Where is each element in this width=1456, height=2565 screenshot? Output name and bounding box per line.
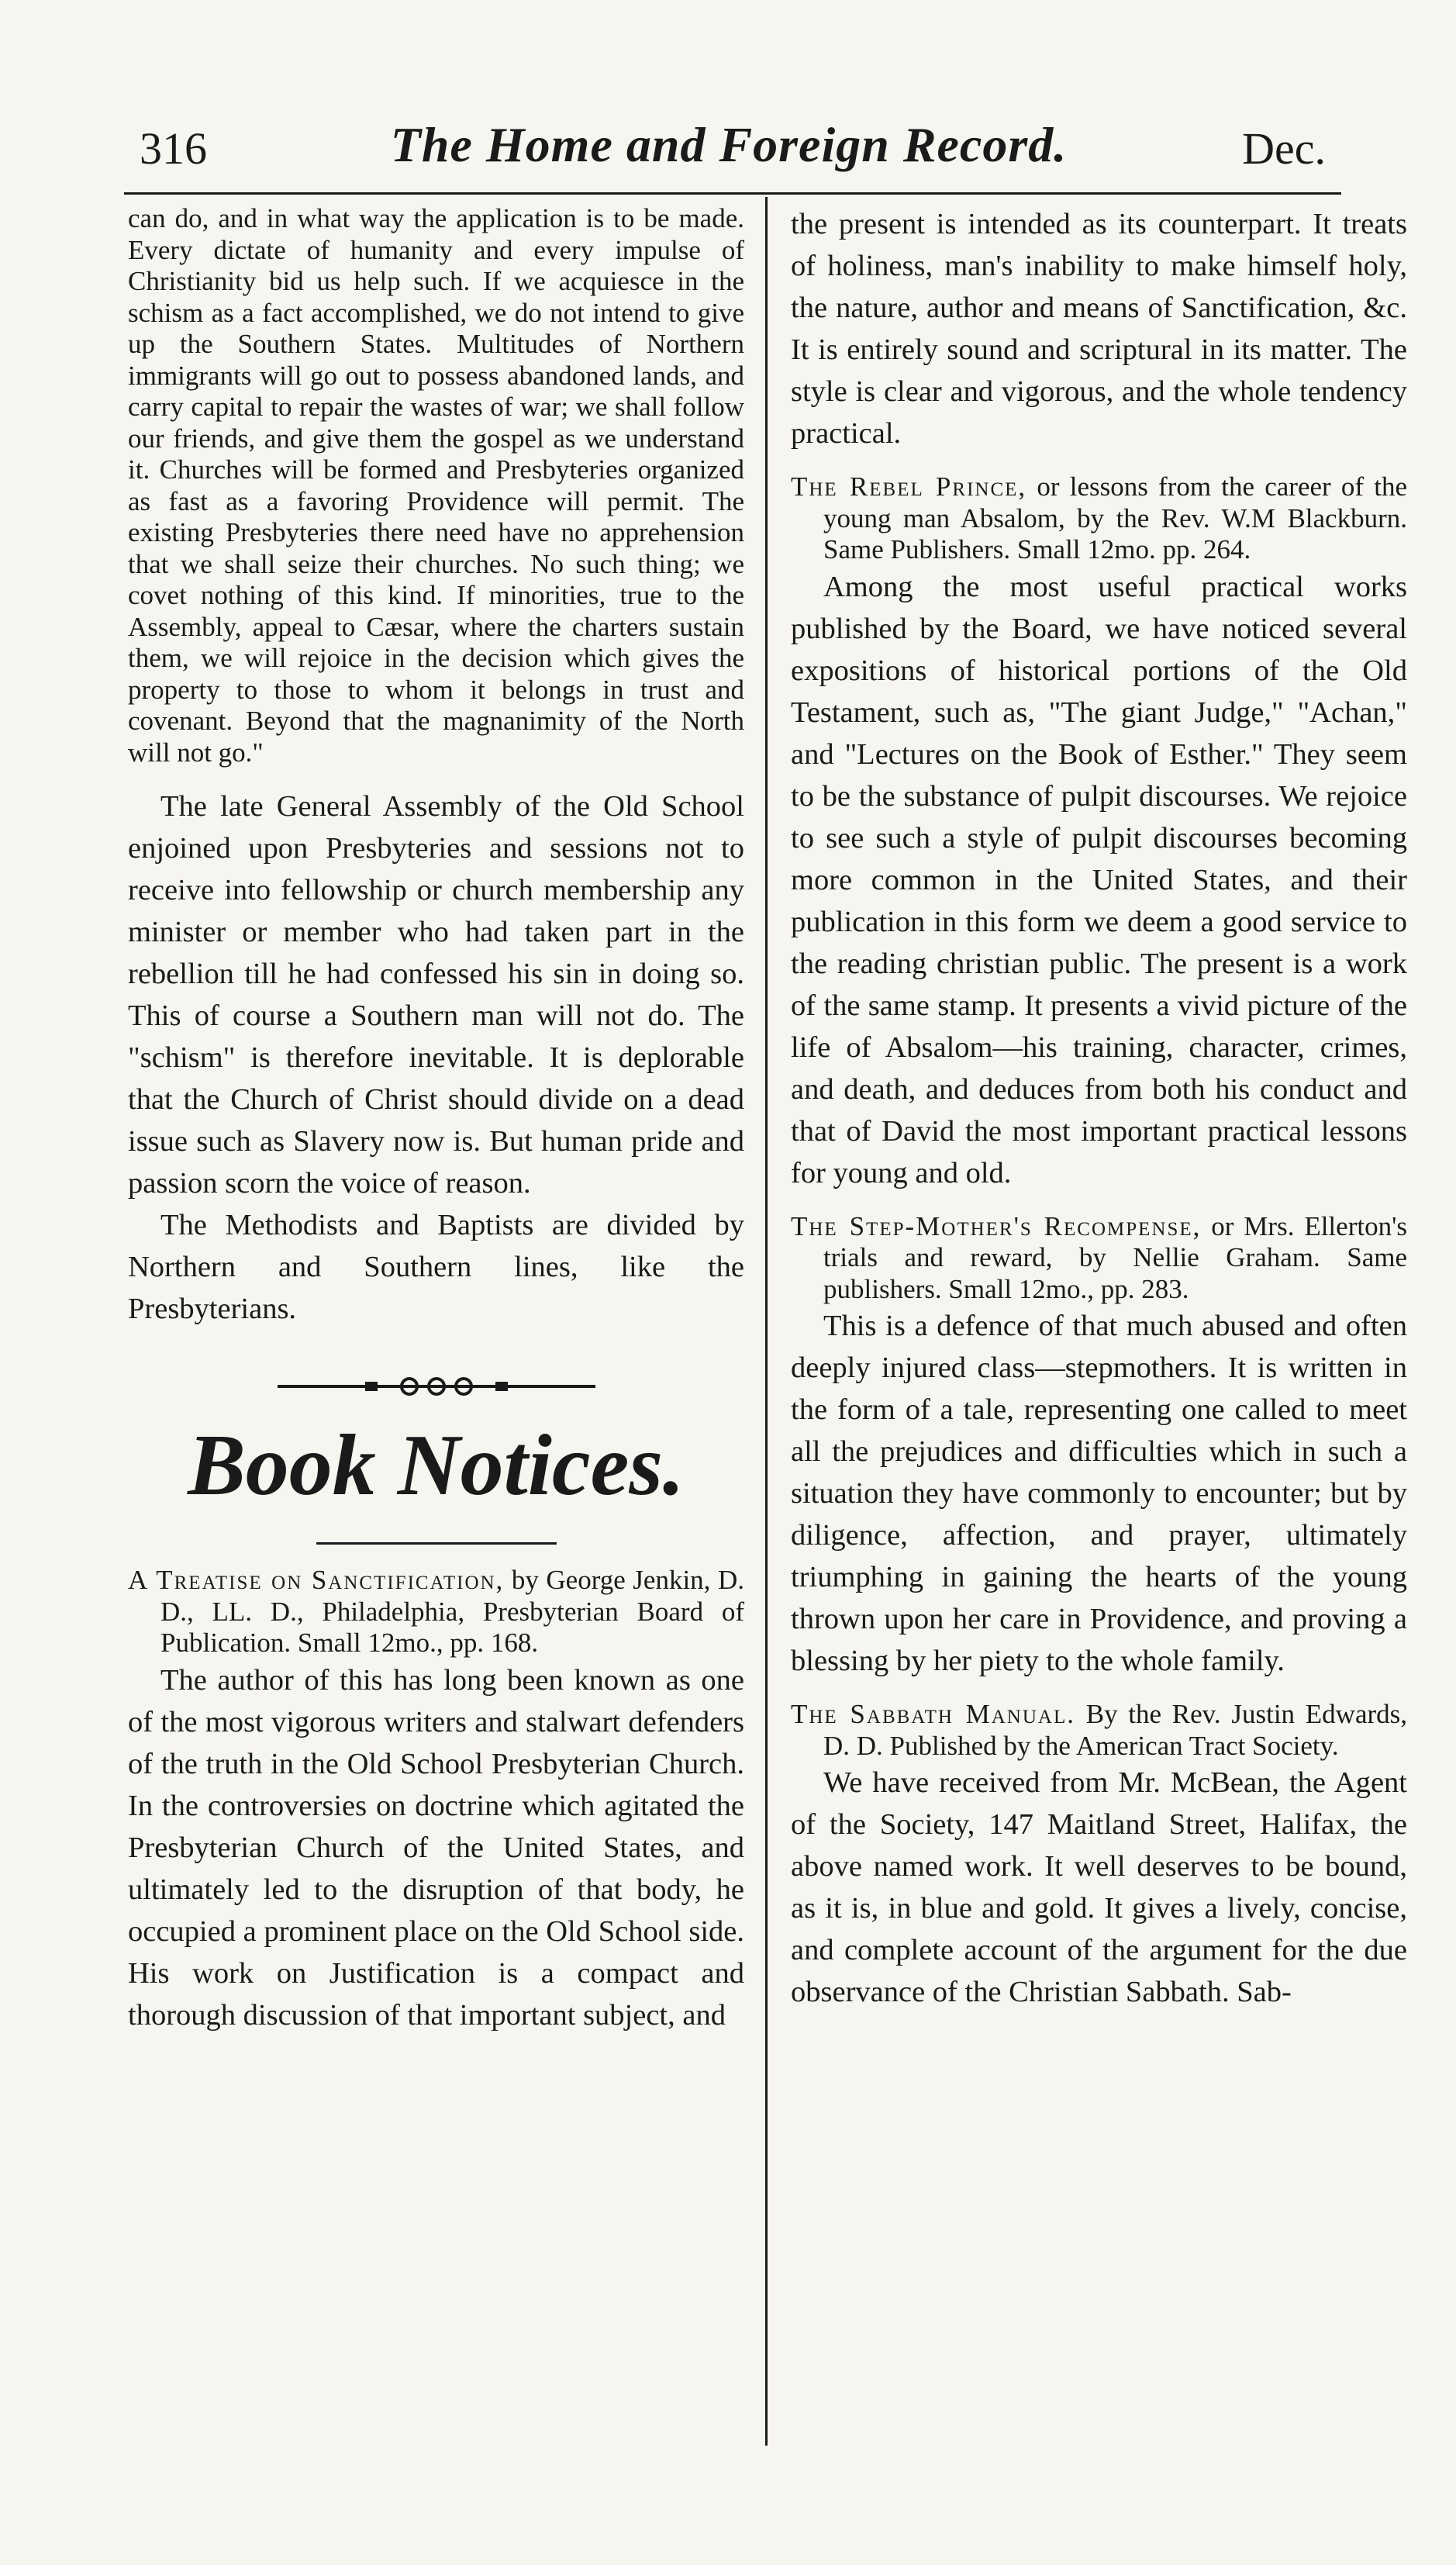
notice-4-body: We have received from Mr. McBean, the Agent of the Society, 147 Maitland Street, Halifax, the above named work. It well deserves to be bound, as it is, in blue and gold. It gives a lively, concise, and complete account of the argument for the due observance of the Christian Sabbath. Sab- bbox=[791, 1766, 1407, 2008]
issue-month: Dec. bbox=[1242, 123, 1326, 174]
notice-2-title: The Rebel Prince, bbox=[791, 471, 1027, 502]
notice-1-heading bbox=[128, 1565, 744, 1659]
paragraph-methodists: The Methodists and Baptists are divided by Northern and Southern lines, like the Presbyterians. bbox=[128, 1209, 744, 1325]
notice-1-continuation: the present is intended as its counterpart. It treats of holiness, man's inability to make himself holy, the nature, author and means of Sanctification, &c. It is entirely sound and scriptural in its matter. The style is clear and vigorous, and the whole tendency practical. bbox=[791, 208, 1407, 450]
page-number: 316 bbox=[140, 123, 207, 174]
title-rule bbox=[316, 1542, 557, 1545]
header-rule bbox=[124, 192, 1341, 195]
notice-4-title: The Sabbath Manual. bbox=[791, 1699, 1075, 1729]
notice-3-body: This is a defence of that much abused and often deeply injured class—stepmothers. It is written in the form of a tale, representing one called to meet all the prejudices and difficulties which in such a situation they have commonly to encounter; but by diligence, affection, and prayer, ultimately triumphing in gaining the hearts of the young thrown upon her care in Providence, and proving a blessing by her piety to the whole family. bbox=[791, 1310, 1407, 1677]
notice-1-title: A Treatise on Sanctification, bbox=[128, 1565, 505, 1595]
notice-1-body: The author of this has long been known as one of the most vigorous writers and stalwart defenders of the truth in the Old School Presbyterian Church. In the controversies on doctrine which agitated the Presbyterian Church of the United States, and ultimately led to the disruption of that body, he occupied a prominent place on the Old School side. His work on Justification is a compact and thorough discussion of that important subject, and bbox=[128, 1663, 744, 2032]
notice-3-title: The Step-Mother's Recompense, bbox=[791, 1210, 1202, 1241]
notice-3-heading bbox=[791, 1211, 1407, 1306]
ornament-divider-icon bbox=[274, 1375, 599, 1398]
column-divider bbox=[765, 197, 768, 2446]
left-column bbox=[128, 203, 744, 2036]
notice-2-body: Among the most useful practical works published by the Board, we have noticed several expositions of historical portions of the Old Testament, such as, "The giant Judge," "Achan," and "Lectures on the Book of Esther." They seem to be the substance of pulpit discourses. We rejoice to see such a style of pulpit discourses becoming more common in the United States, and their publication in this form we deem a good service to the reading christian public. The present is a work of the same stamp. It presents a vivid picture of the life of Absalom—his training, character, crimes, and death, and deduces from both his conduct and that of David the most important practical lessons for young and old. bbox=[791, 570, 1407, 1189]
notice-2-heading bbox=[791, 471, 1407, 566]
notice-4-details: By the Rev. Justin Edwards, D. D. Published by the American Tract Society. bbox=[823, 1699, 1408, 1761]
notice-1-details: by George Jenkin, D. D., LL. D., Philadelphia, Presbyterian Board of Publication. Small 12mo., pp. 168. bbox=[160, 1565, 745, 1658]
notice-3-details: or Mrs. Ellerton's trials and reward, by Nellie Graham. Same publishers. Small 12mo., pp. 283. bbox=[823, 1210, 1407, 1304]
right-column bbox=[791, 203, 1407, 2013]
notice-2-details: or lessons from the career of the young man Absalom, by the Rev. W.M Blackburn. Same Publishers. Small 12mo. pp. 264. bbox=[823, 471, 1407, 564]
quote-continuation: can do, and in what way the application is to be made. Every dictate of humanity and every impulse of Christianity bid us help such. If we acquiesce in the schism as a fact accomplished, we do not intend to give up the Southern States. Multitudes of Northern immigrants will go out to possess abandoned lands, and carry capital to repair the wastes of war; we shall follow our friends, and give them the gospel as we understand it. Churches will be formed and Presbyteries organized as fast as a favoring Providence will permit. The existing Presbyteries there need have no apprehension that we shall seize their churches. No such thing; we covet nothing of this kind. If minorities, true to the Assembly, appeal to Cæsar, where the charters sustain them, we will rejoice in the decision which gives the property to those to whom it belongs in trust and covenant. Beyond that the magnanimity of the North will not go." bbox=[128, 203, 744, 768]
running-title: The Home and Foreign Record. bbox=[390, 117, 1068, 172]
section-title: Book Notices. bbox=[188, 1417, 685, 1514]
paragraph-assembly: The late General Assembly of the Old School enjoined upon Presbyteries and sessions not to receive into fellowship or church membership any minister or member who had taken part in the rebellion till he had confessed his sin in doing so. This of course a Southern man will not do. The "schism" is therefore inevitable. It is deplorable that the Church of Christ should divide on a dead issue such as Slavery now is. But human pride and passion scorn the voice of reason. bbox=[128, 790, 744, 1200]
page-header bbox=[124, 116, 1334, 186]
notice-4-heading bbox=[791, 1699, 1407, 1762]
